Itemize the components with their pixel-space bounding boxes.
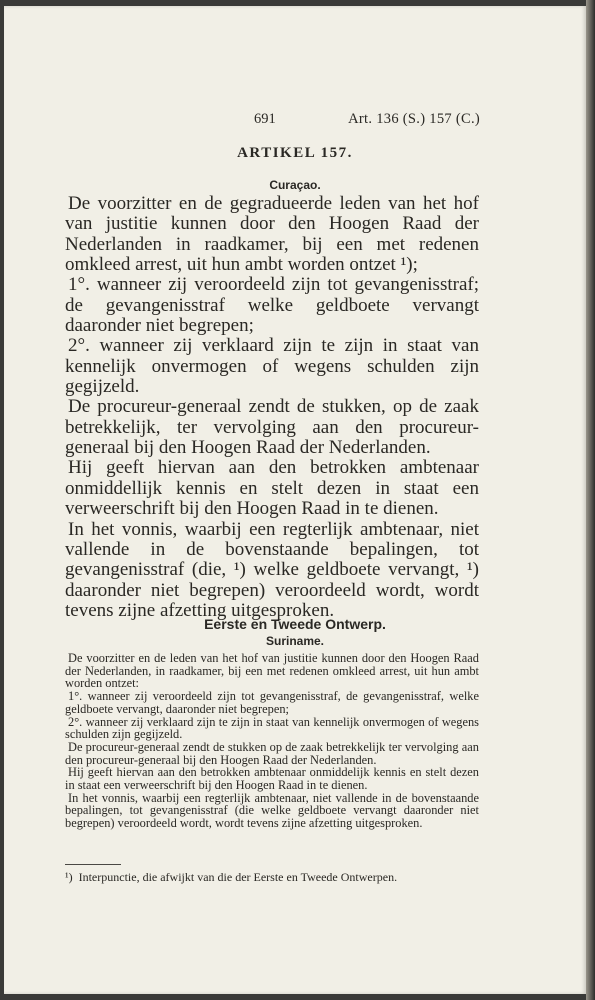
paragraph: Hij geeft hiervan aan den betrokken ambtenaar onmiddellijk kennis en stelt dezen in staat een verweerschrift bij den Hoogen Raad in te dienen. <box>65 457 479 520</box>
footnote-divider <box>65 864 121 865</box>
paragraph: In het vonnis, waarbij een regterlijk ambtenaar, niet vallende in de bovenstaande bepalingen, tot gevangenisstraf (die welke geldboete vervangt daaronder niet begrepen) veroordeeld wordt, wordt tevens zijne afzetting uitgesproken. <box>65 790 479 831</box>
footnote <box>65 870 479 885</box>
paragraph: 1°. wanneer zij veroordeeld zijn tot gevangenisstraf; de gevangenisstraf welke geldboete vervangt daaronder niet begrepen; <box>65 274 479 337</box>
paragraph: 1°. wanneer zij veroordeeld zijn tot gevangenisstraf, de gevangenisstraf, welke geldboete vervangt, daaronder niet begrepen; <box>65 689 479 716</box>
footnote-text: Interpunctie, die afwijkt van die der Eerste en Tweede Ontwerpen. <box>78 870 398 884</box>
page-number: 691 <box>254 111 276 127</box>
paragraph: De procureur-generaal zendt de stukken, op de zaak betrekkelijk, ter vervolging aan den procureur-generaal bij den Hoogen Raad der Nederlanden. <box>65 396 479 459</box>
paragraph: De voorzitter en de leden van het hof van justitie kunnen door den Hoogen Raad der Nederlanden, in raadkamer, bij een met redenen omkleed arrest, uit hun ambt worden ontzet: <box>65 651 479 691</box>
running-head <box>4 111 586 131</box>
paragraph: Hij geeft hiervan aan den betrokken ambtenaar onmiddelijk kennis en stelt dezen in staat een verweerschrift bij den Hoogen Raad in te dienen. <box>65 765 479 793</box>
paragraph: 2°. wanneer zij verklaard zijn te zijn in staat van kennelijk onvermogen of wegens schulden zijn gegijzeld. <box>65 335 479 398</box>
article-body <box>65 194 479 621</box>
paragraph: 2°. wanneer zij verklaard zijn te zijn in staat van kennelijk onvermogen of wegens schulden zijn gegijzeld. <box>65 714 479 742</box>
section-title-suriname: Suriname. <box>265 634 325 648</box>
page-edge <box>586 0 595 1000</box>
article-reference: Art. 136 (S.) 157 (C.) <box>348 111 480 127</box>
paragraph: In het vonnis, waarbij een regterlijk ambtenaar, niet vallende in de bovenstaande bepalingen, tot gevangenisstraf (die, ¹) welke geldboete vervangt, ¹) daaronder niet begrepen) veroordeeld wordt, wordt tevens zijne afzetting uitgesproken. <box>65 518 479 621</box>
footnote-mark: ¹) <box>65 870 73 884</box>
paragraph: De voorzitter en de gegradueerde leden van het hof van justitie kunnen door den Hoogen Raad der Nederlanden in raadkamer, bij een met redenen omkleed arrest, uit hun ambt worden ontzet ¹); <box>65 193 479 276</box>
paragraph: De procureur-generaal zendt de stukken op de zaak betrekkelijk ter vervolging aan den procureur-generaal bij den Hoogen Raad der Nederlanden. <box>65 739 479 767</box>
article-title: ARTIKEL 157. <box>237 145 353 161</box>
book-page <box>4 6 586 994</box>
ontwerp-body <box>65 652 479 830</box>
section-title-ontwerp: Eerste en Tweede Ontwerp. <box>204 616 386 632</box>
section-title-curacao: Curaçao. <box>269 178 321 192</box>
